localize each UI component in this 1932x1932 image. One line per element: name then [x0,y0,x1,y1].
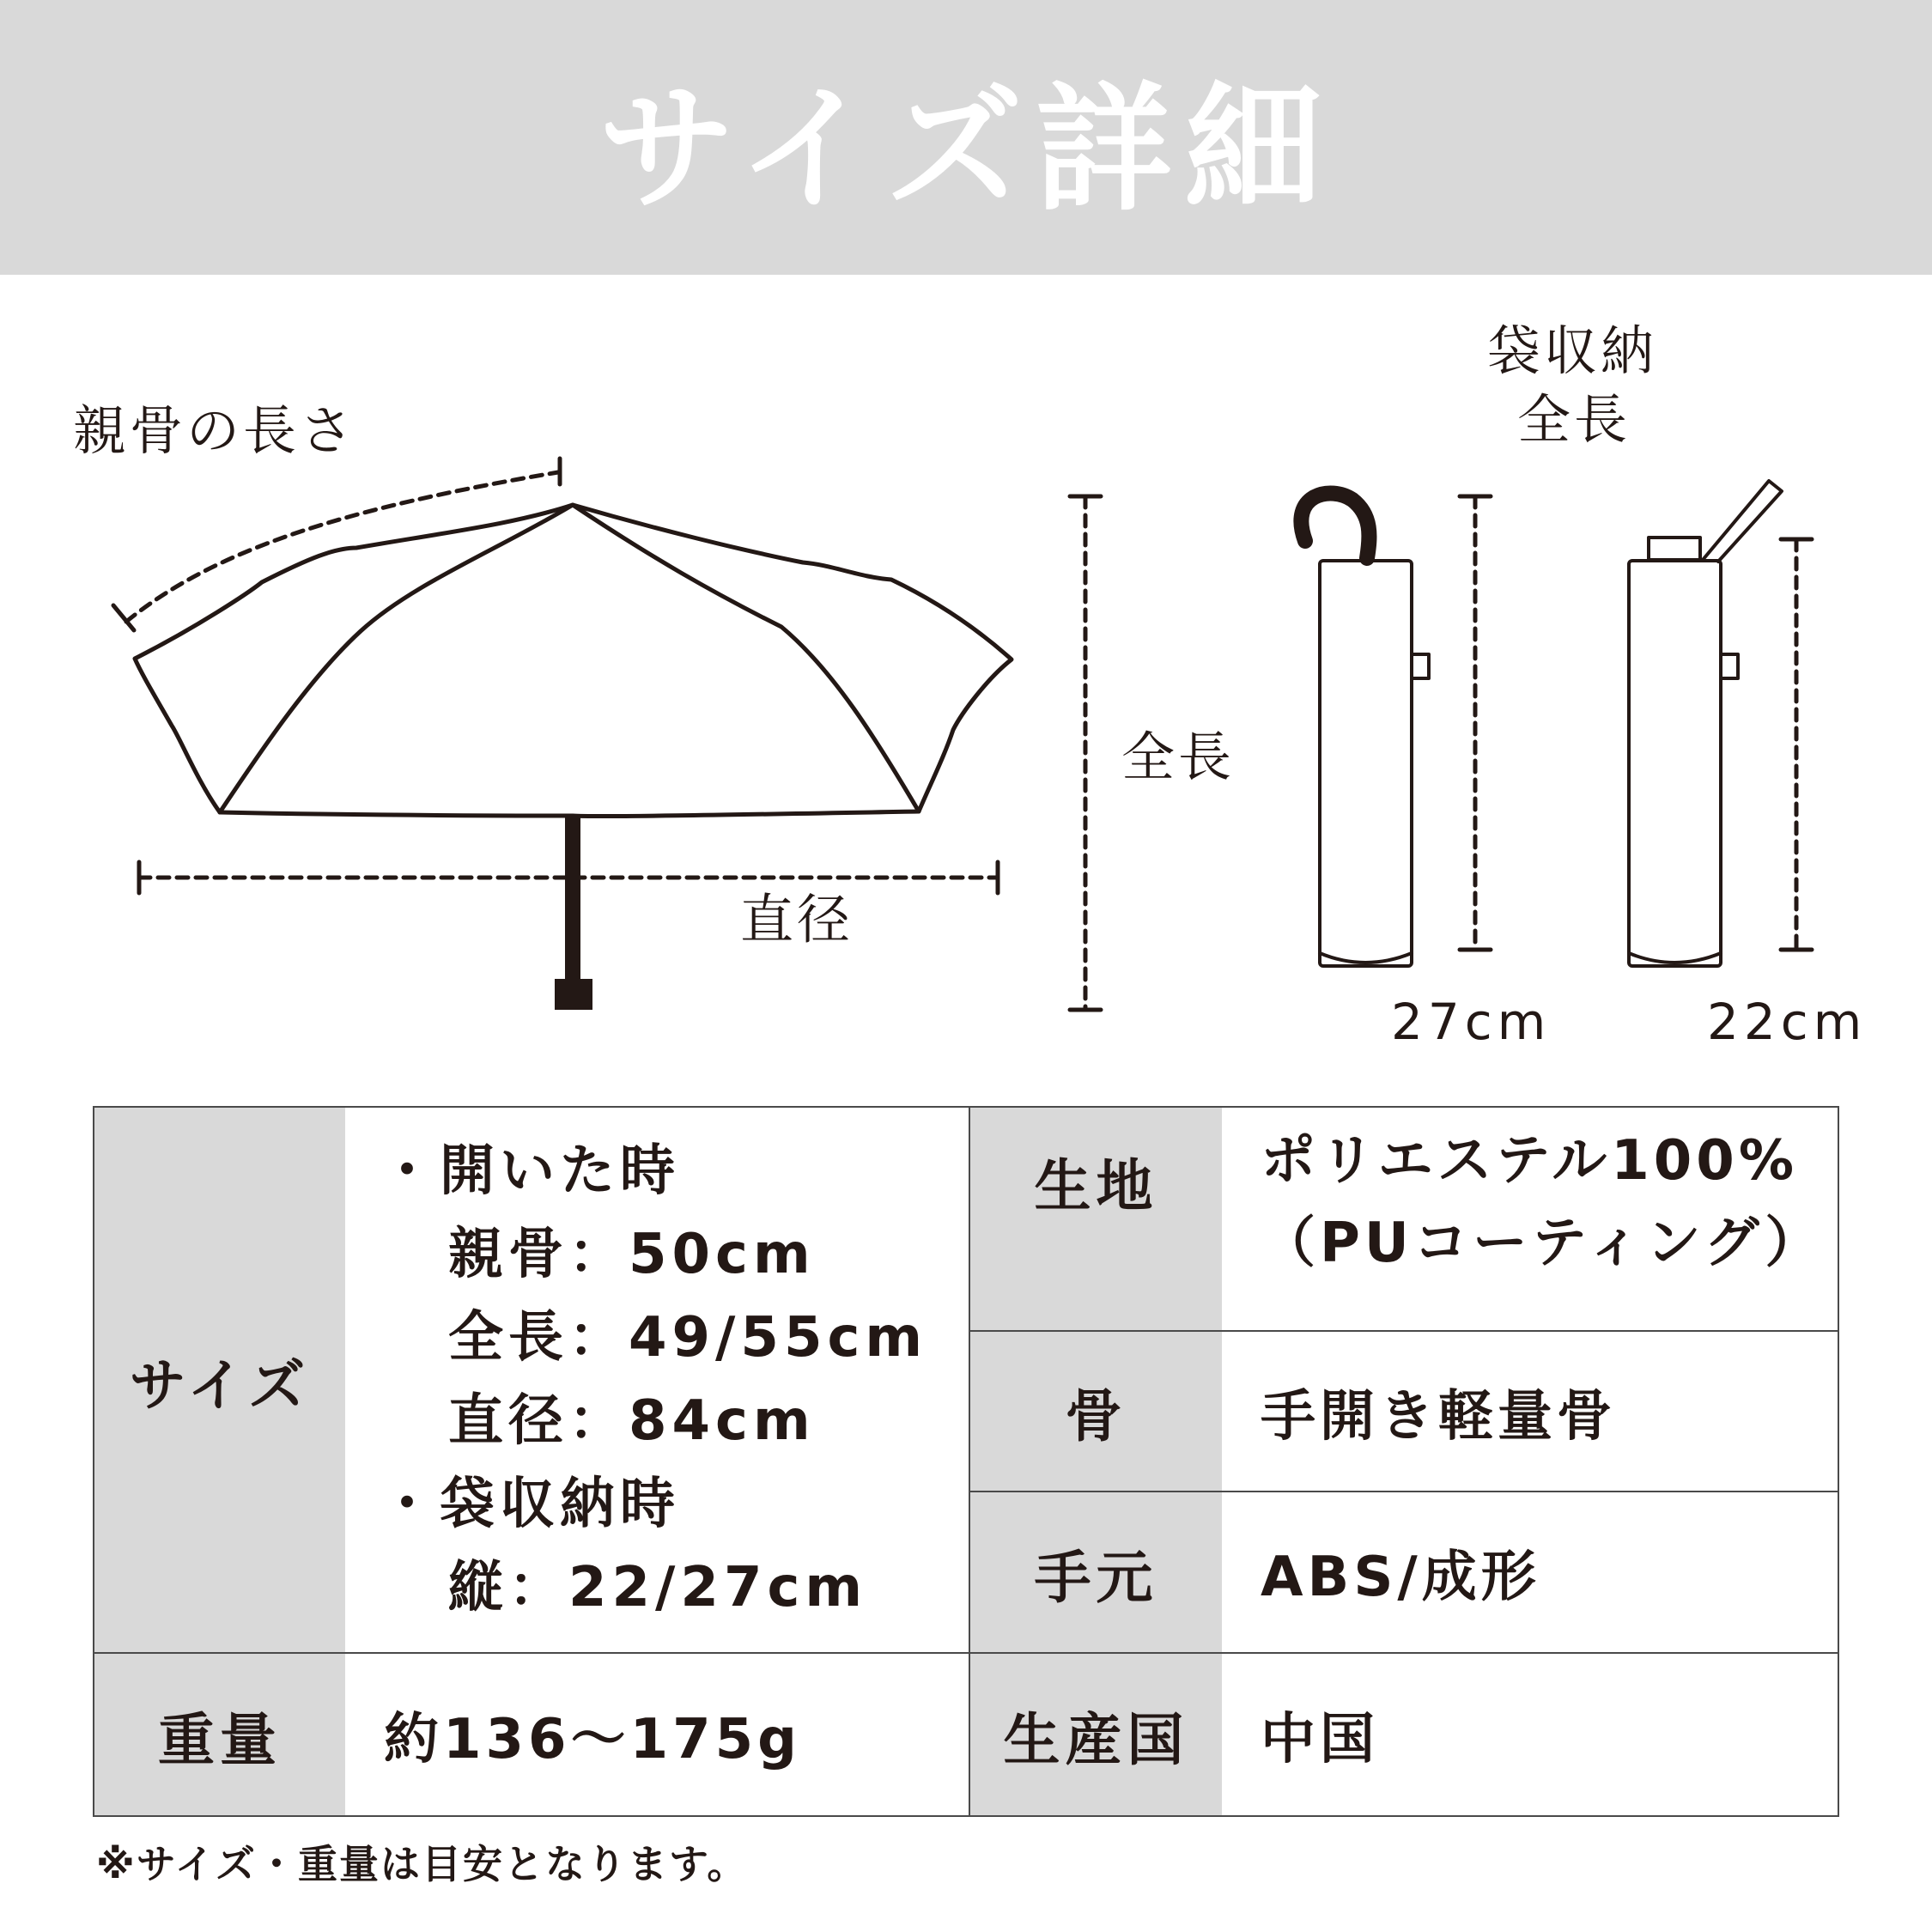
folded-a-length-label: 27cm [1391,993,1552,1051]
size-lines [345,1130,927,1630]
size-header: サイズ [94,1108,345,1652]
folded-umbrella-a [1320,561,1412,966]
handle-header: 手元 [969,1491,1222,1652]
frame-header: 骨 [969,1330,1222,1491]
spec-table [93,1106,1839,1817]
weight-header: 重量 [94,1652,345,1815]
weight-value: 約136～175g [345,1652,969,1815]
fabric-header: 生地 [969,1108,1222,1330]
rib-length-label: 親骨の長さ [73,399,357,462]
title-banner [0,0,1932,275]
folded-umbrella-b-cap [1649,538,1700,560]
footnote: ※サイズ・重量は目安となります。 [96,1841,749,1887]
folded-b-length-label: 22cm [1707,993,1868,1051]
size-line-rib: 親骨：50cm [448,1223,816,1286]
size-line-diameter: 直径：84cm [448,1389,816,1453]
umbrella-handle [555,979,592,1010]
size-line-folded-length: 縦：22/27cm [448,1556,868,1619]
folded-length-label-line1: 袋収納 [1487,319,1658,382]
straight-handle [1703,481,1782,562]
size-line-open: ・開いた時 [380,1139,680,1203]
size-line-length: 全長：49/55cm [448,1306,928,1370]
page-title: サイズ詳細 [598,69,1334,229]
umbrella-canopy-outline [135,505,1012,817]
fabric-line2: （PUコーティング） [1261,1212,1825,1275]
umbrella-shaft [565,816,580,1003]
umbrella-ribs [220,505,919,812]
origin-header: 生産国 [969,1652,1222,1815]
handle-value: ABS/成形 [1222,1491,1838,1652]
umbrella-size-diagram [0,275,1932,1073]
hook-handle [1301,493,1369,558]
size-line-folded: ・袋収納時 [380,1473,680,1536]
folded-umbrella-b [1629,561,1721,966]
origin-value: 中国 [1222,1652,1838,1815]
fabric-value [1222,1108,1838,1330]
folded-length-label-line2: 全長 [1517,388,1631,451]
diameter-label: 直径 [740,888,854,951]
size-value [345,1108,969,1652]
fabric-line1: ポリエステル100% [1261,1129,1798,1193]
total-length-label: 全長 [1121,726,1236,788]
frame-value: 手開き軽量骨 [1222,1330,1838,1491]
